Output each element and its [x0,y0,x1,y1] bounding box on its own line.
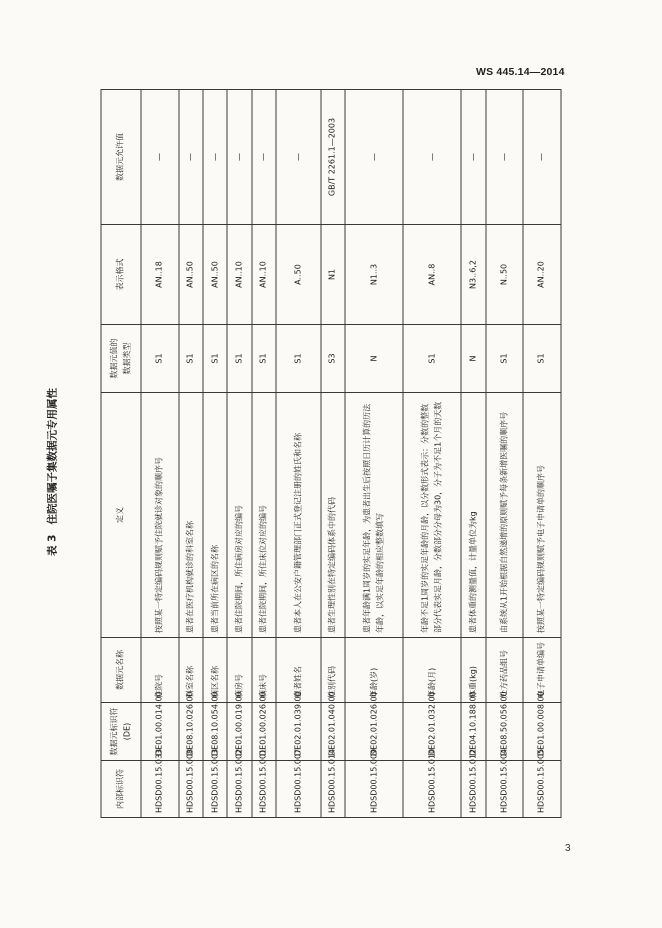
cell-internal-id: HDSD00.15.009 [345,761,403,818]
table-row [321,90,345,818]
cell-definition: 患者住院期间，所住床位对应的编号 [252,393,276,638]
cell-definition: 按照某一特定编码规则赋予住院就诊对象的顺序号 [141,393,179,638]
table-wrapper [101,90,562,818]
cell-data-type: N [345,325,403,393]
cell-allowed-values: — [523,90,561,225]
cell-element-name: 处方药品组号 [486,638,524,703]
table-row [461,90,485,818]
cell-element-name: 性别代码 [321,638,345,703]
cell-element-name: 病房号 [227,638,251,703]
table-row [227,90,251,818]
table-caption [45,388,60,556]
table-row [252,90,276,818]
cell-element-name: 住院号 [141,638,179,703]
cell-element-name: 病区名称 [203,638,227,703]
cell-data-type: S1 [486,325,524,393]
cell-definition: 患者体重的测量值，计量单位为kg [461,393,485,638]
cell-data-type: S1 [252,325,276,393]
header-data-type: 数据元值的 数据类型 [101,325,141,393]
cell-internal-id: HDSD00.15.008 [179,761,203,818]
cell-internal-id: HDSD00.15.001 [252,761,276,818]
cell-de-id: DE04.10.188.00 [461,703,485,761]
cell-allowed-values: GB/T 2261.1—2003 [321,90,345,225]
table-row [486,90,524,818]
table-header-row [101,90,141,818]
cell-de-id: DE02.01.039.00 [276,703,321,761]
table-row [276,90,321,818]
cell-format: N1 [321,225,345,325]
cell-de-id: DE08.10.054.00 [203,703,227,761]
cell-data-type: S1 [141,325,179,393]
cell-data-type: S1 [227,325,251,393]
cell-definition: 患者年龄满1周岁的实足年龄，为患者出生后按照日历计算的历法年龄，以实足年龄的相应整数填写 [345,393,403,638]
table-number: 表 3 [46,534,59,556]
cell-format: AN..10 [252,225,276,325]
cell-de-id: DE08.10.026.00 [179,703,203,761]
cell-definition: 患者当前所在病区的名称 [203,393,227,638]
cell-de-id: DE02.01.032.00 [403,703,461,761]
header-allowed-values: 数据元允许值 [101,90,141,225]
cell-de-id: DE02.01.040.00 [321,703,345,761]
cell-format: AN..20 [523,225,561,325]
cell-de-id: DE02.01.026.00 [345,703,403,761]
cell-de-id: DE01.00.014.00 [141,703,179,761]
cell-internal-id: HDSD00.15.007 [276,761,321,818]
cell-data-type: S1 [276,325,321,393]
cell-de-id: DE01.00.008.00 [523,703,561,761]
cell-internal-id: HDSD00.15.014 [321,761,345,818]
cell-internal-id: HDSD00.15.004 [486,761,524,818]
page-number: 3 [565,843,571,854]
cell-data-type: S1 [203,325,227,393]
cell-allowed-values: — [486,90,524,225]
cell-de-id: DE01.00.026.00 [252,703,276,761]
cell-element-name: 科室名称 [179,638,203,703]
cell-data-type: S1 [403,325,461,393]
cell-element-name: 病床号 [252,638,276,703]
table-row [345,90,403,818]
cell-data-type: S1 [523,325,561,393]
cell-format: AN..8 [403,225,461,325]
cell-format: AN..18 [141,225,179,325]
cell-allowed-values: — [276,90,321,225]
cell-definition: 按照某一特定编码规则赋予电子申请单的顺序号 [523,393,561,638]
cell-allowed-values: — [252,90,276,225]
cell-internal-id: HDSD00.15.010 [403,761,461,818]
table-row [403,90,461,818]
cell-element-name: 患者姓名 [276,638,321,703]
cell-allowed-values: — [141,90,179,225]
cell-data-type: S1 [179,325,203,393]
cell-element-name: 电子申请单编号 [523,638,561,703]
table-row [523,90,561,818]
cell-element-name: 年龄(月) [403,638,461,703]
table-row [203,90,227,818]
header-definition: 定义 [101,393,141,638]
table-title: 住院医嘱子集数据元专用属性 [46,388,59,525]
cell-data-type: N [461,325,485,393]
cell-allowed-values: — [227,90,251,225]
cell-data-type: S3 [321,325,345,393]
cell-definition: 患者生理性别在特定编码体系中的代码 [321,393,345,638]
cell-element-name: 体重(kg) [461,638,485,703]
cell-allowed-values: — [403,90,461,225]
cell-format: AN..50 [179,225,203,325]
cell-de-id: DE08.50.056.00 [486,703,524,761]
table-row [141,90,179,818]
table-row [179,90,203,818]
header-format: 表示格式 [101,225,141,325]
cell-allowed-values: — [345,90,403,225]
cell-definition: 患者本人在公安户籍管理部门正式登记注册的姓氏和名称 [276,393,321,638]
cell-allowed-values: — [461,90,485,225]
cell-format: N3..6,2 [461,225,485,325]
header-element-name: 数据元名称 [101,638,141,703]
cell-definition: 年龄不足1周岁的实足年龄的月龄，以分数形式表示：分数的整数部分代表实足月龄，分数部分分母为30，分子为不足1个月的天数 [403,393,461,638]
cell-de-id: DE01.00.019.00 [227,703,251,761]
cell-allowed-values: — [179,90,203,225]
header-de-id: 数据元标识符 (DE) [101,703,141,761]
cell-internal-id: HDSD00.15.002 [227,761,251,818]
cell-format: N..50 [486,225,524,325]
cell-definition: 患者住院期间，所住病房对应的编号 [227,393,251,638]
standard-id: WS 445.14—2014 [476,66,565,78]
cell-internal-id: HDSD00.15.012 [461,761,485,818]
cell-internal-id: HDSD00.15.003 [203,761,227,818]
cell-format: AN..50 [203,225,227,325]
header-internal-id: 内部标识符 [101,761,141,818]
cell-element-name: 年龄(岁) [345,638,403,703]
cell-format: AN..10 [227,225,251,325]
cell-internal-id: HDSD00.15.033 [141,761,179,818]
attribute-table [101,89,562,818]
cell-format: N1..3 [345,225,403,325]
cell-internal-id: HDSD00.15.005 [523,761,561,818]
cell-definition: 患者在医疗机构就诊的科室名称 [179,393,203,638]
cell-allowed-values: — [203,90,227,225]
cell-definition: 由系统从1开始根据自然递增的原则赋予每条新增医嘱的顺序号 [486,393,524,638]
cell-format: A..50 [276,225,321,325]
